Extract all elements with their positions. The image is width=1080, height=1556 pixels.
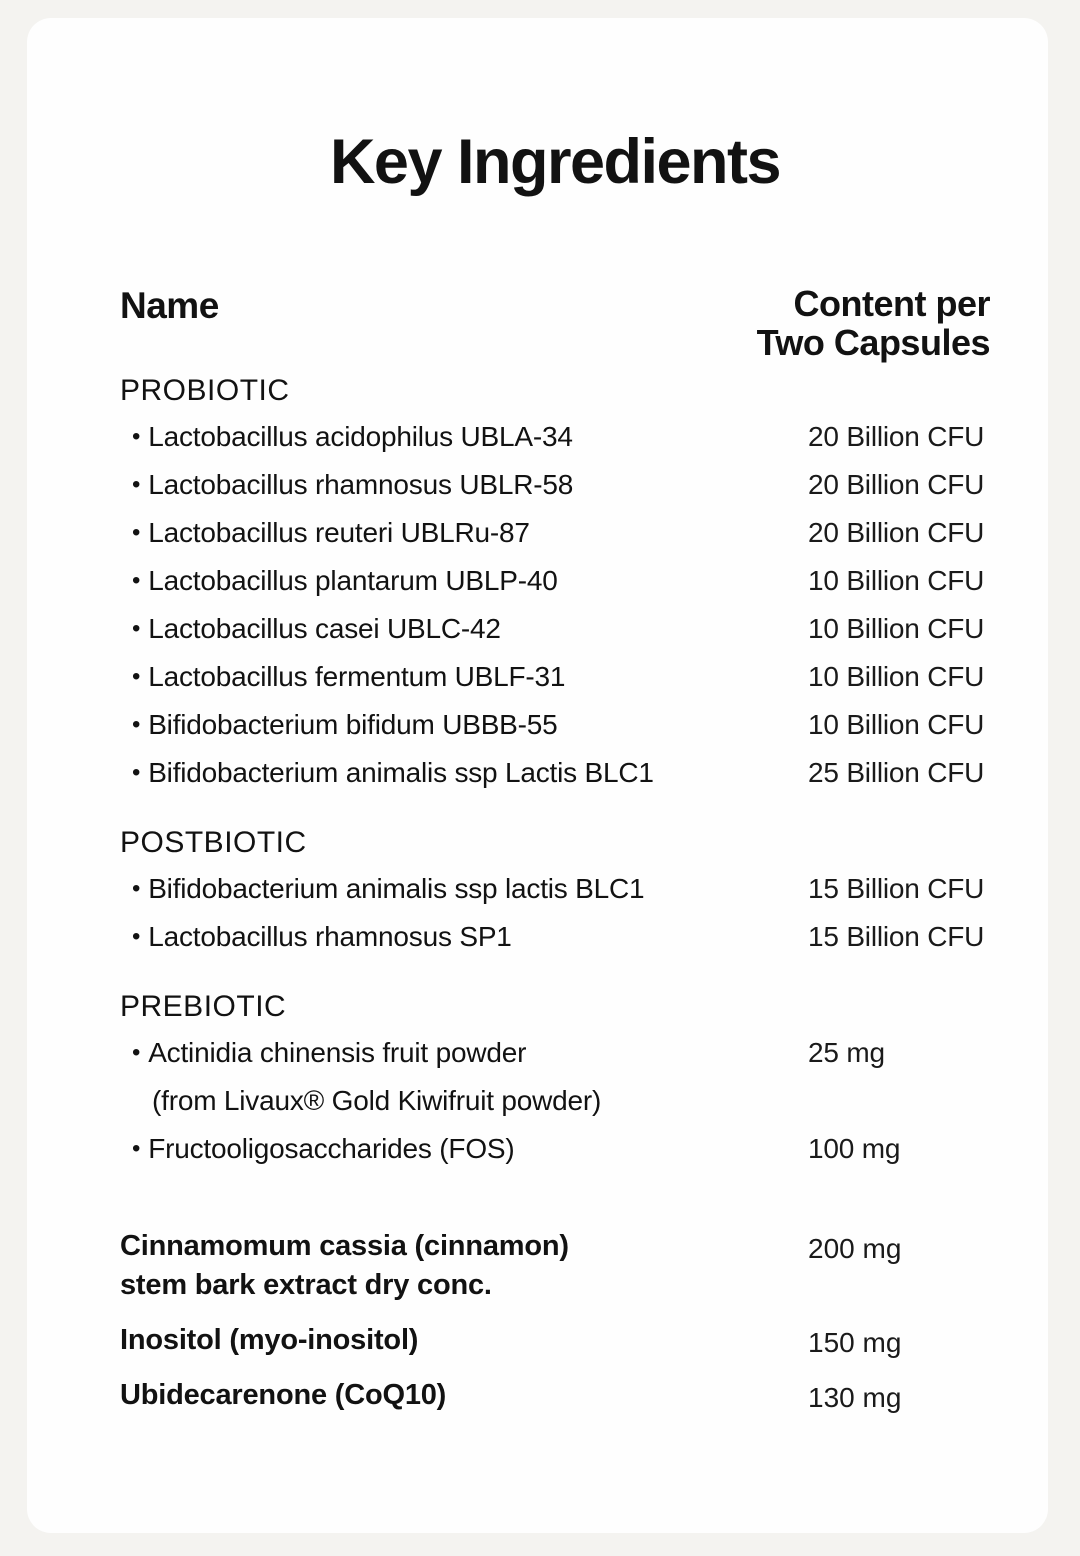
ingredient-value: 20 Billion CFU	[808, 469, 985, 501]
ingredient-name	[120, 873, 724, 905]
ingredient-name-text: Bifidobacterium bifidum UBBB-55	[148, 709, 558, 741]
ingredient-value: 10 Billion CFU	[808, 565, 985, 597]
table-row	[120, 1227, 990, 1305]
ingredient-name	[120, 921, 724, 953]
compound-name-line1: Inositol (myo-inositol)	[120, 1324, 419, 1357]
section-label-prebiotic: PREBIOTIC	[120, 990, 287, 1024]
bullet-icon: •	[132, 923, 141, 951]
ingredients-card	[27, 18, 1048, 1533]
section-label-probiotic: PROBIOTIC	[120, 374, 290, 408]
table-row	[120, 605, 990, 653]
ingredient-name	[120, 565, 724, 597]
ingredient-value: 20 Billion CFU	[808, 517, 985, 549]
ingredient-value: 25 mg	[808, 1037, 885, 1069]
table-row	[120, 509, 990, 557]
ingredient-name	[120, 661, 724, 693]
ingredient-name-text: Lactobacillus plantarum UBLP-40	[148, 565, 558, 597]
table-row	[120, 1376, 990, 1415]
bullet-icon: •	[132, 567, 141, 595]
table-row	[120, 1321, 990, 1360]
ingredient-name-text: Lactobacillus casei UBLC-42	[148, 613, 501, 645]
ingredient-name-text: Lactobacillus fermentum UBLF-31	[148, 661, 566, 693]
ingredient-value: 25 Billion CFU	[808, 757, 985, 789]
ingredient-value: 20 Billion CFU	[808, 421, 985, 453]
ingredient-value: 15 Billion CFU	[808, 873, 985, 905]
table-row	[120, 461, 990, 509]
compound-value: 150 mg	[808, 1327, 902, 1359]
bullet-icon: •	[132, 423, 141, 451]
bullet-icon: •	[132, 663, 141, 691]
table-header	[120, 285, 990, 363]
table-row	[120, 413, 990, 461]
section-label-postbiotic: POSTBIOTIC	[120, 826, 307, 860]
ingredient-source-note: (from Livaux® Gold Kiwifruit powder)	[152, 1085, 602, 1117]
ingredient-value: 10 Billion CFU	[808, 613, 985, 645]
compound-name	[120, 1376, 724, 1415]
table-row	[120, 557, 990, 605]
table-row	[120, 701, 990, 749]
compound-value: 200 mg	[808, 1233, 902, 1265]
page-title: Key Ingredients	[329, 127, 781, 197]
ingredient-name	[120, 709, 724, 741]
ingredient-name	[120, 469, 724, 501]
compound-name-line2: stem bark extract dry conc.	[120, 1269, 492, 1302]
ingredient-name	[120, 421, 724, 453]
column-header-name: Name	[120, 285, 219, 327]
bullet-icon: •	[132, 615, 141, 643]
column-header-content	[724, 285, 990, 363]
table-row	[120, 1125, 990, 1173]
ingredient-name	[120, 613, 724, 645]
bullet-icon: •	[132, 875, 141, 903]
ingredient-value: 15 Billion CFU	[808, 921, 985, 953]
bullet-icon: •	[132, 1135, 141, 1163]
compound-name	[120, 1321, 724, 1360]
compound-value: 130 mg	[808, 1382, 902, 1414]
bullet-icon: •	[132, 519, 141, 547]
table-row	[120, 865, 990, 913]
ingredient-name-text: Actinidia chinensis fruit powder	[148, 1037, 527, 1069]
bullet-icon: •	[132, 711, 141, 739]
ingredient-name-text: Lactobacillus acidophilus UBLA-34	[148, 421, 573, 453]
ingredient-value: 10 Billion CFU	[808, 709, 985, 741]
ingredient-name-text: Lactobacillus reuteri UBLRu-87	[148, 517, 530, 549]
ingredient-name	[120, 1037, 724, 1069]
ingredient-name	[120, 757, 724, 789]
ingredient-name-text: Lactobacillus rhamnosus SP1	[148, 921, 512, 953]
ingredient-name-text: Fructooligosaccharides (FOS)	[148, 1133, 515, 1165]
card-inner	[27, 18, 1048, 1416]
compound-name-line1: Ubidecarenone (CoQ10)	[120, 1379, 447, 1412]
ingredient-name	[120, 517, 724, 549]
compound-name	[120, 1227, 724, 1305]
ingredient-name-text: Bifidobacterium animalis ssp lactis BLC1	[148, 873, 645, 905]
table-row	[120, 749, 990, 797]
ingredient-name-text: Lactobacillus rhamnosus UBLR-58	[148, 469, 574, 501]
table-row	[120, 913, 990, 961]
column-header-content-line2: Two Capsules	[756, 322, 990, 364]
table-row	[120, 653, 990, 701]
bullet-icon: •	[132, 471, 141, 499]
column-header-content-line1: Content per	[793, 283, 990, 325]
bullet-icon: •	[132, 1039, 141, 1067]
ingredient-value: 10 Billion CFU	[808, 661, 985, 693]
compound-name-line1: Cinnamomum cassia (cinnamon)	[120, 1230, 569, 1263]
ingredient-value: 100 mg	[808, 1133, 901, 1165]
ingredient-name-text: Bifidobacterium animalis ssp Lactis BLC1	[148, 757, 654, 789]
table-row	[120, 1029, 990, 1077]
compounds-group	[120, 1227, 990, 1416]
ingredient-name	[120, 1133, 724, 1165]
bullet-icon: •	[132, 759, 141, 787]
